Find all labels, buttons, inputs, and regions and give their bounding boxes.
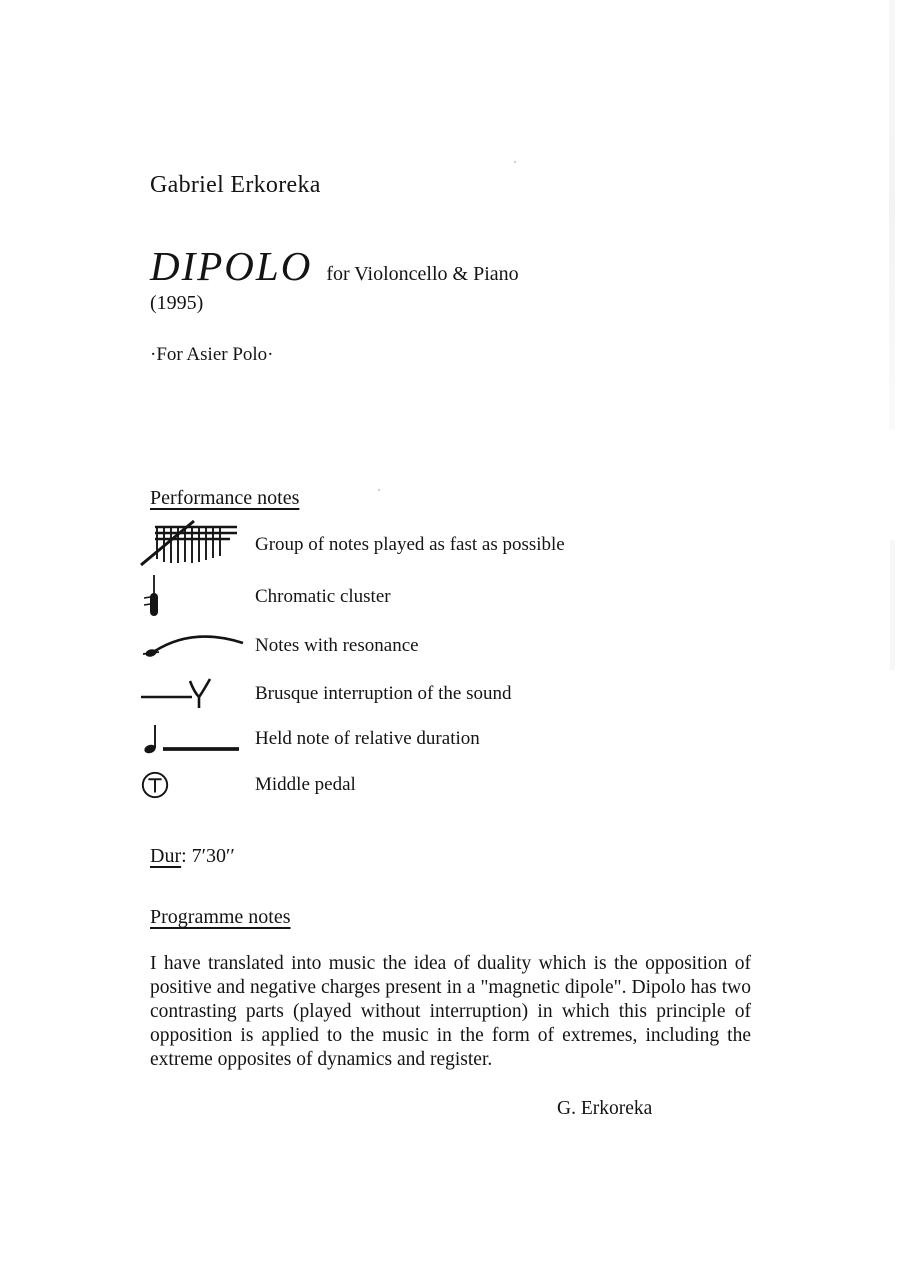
dedication: ·For Asier Polo·	[150, 344, 274, 365]
performance-note-row	[140, 516, 565, 574]
performance-notes-heading: Performance notes	[150, 487, 300, 509]
performance-note-label: Middle pedal	[255, 774, 356, 795]
chromatic-cluster-icon	[140, 573, 255, 621]
circled-t-pedal-icon	[140, 770, 255, 800]
duration-value: : 7′30′′	[181, 845, 235, 867]
work-title-line	[150, 243, 519, 289]
duration-line	[150, 845, 235, 868]
held-note-line-icon	[140, 719, 255, 759]
programme-notes-body: I have translated into music the idea of duality which is the opposition of positive and negative charges present in a "magnetic dipole". Dipolo has two contrasting parts (played without interruption) in which this principle of opposition is applied to the music in the form of extremes, including the extreme opposites of dynamics and register.	[150, 953, 751, 1070]
programme-notes-heading: Programme notes	[150, 906, 291, 928]
scan-speck	[378, 489, 380, 491]
performance-note-row	[140, 572, 391, 622]
performance-note-label: Held note of relative duration	[255, 728, 480, 749]
performance-note-row	[140, 766, 356, 804]
scan-speck	[514, 161, 516, 163]
performance-note-label: Group of notes played as fast as possible	[255, 534, 565, 555]
line-fork-interruption-icon	[140, 676, 255, 712]
performance-note-row	[140, 676, 511, 712]
composition-year: (1995)	[150, 292, 204, 314]
signature: G. Erkoreka	[557, 1098, 653, 1119]
performance-note-label: Brusque interruption of the sound	[255, 683, 512, 704]
duration-label: Dur	[150, 845, 182, 867]
performance-note-label: Chromatic cluster	[255, 586, 391, 607]
scan-edge-artifact	[889, 0, 895, 430]
scan-edge-artifact	[890, 540, 895, 670]
performance-note-row	[140, 718, 480, 760]
performance-note-label: Notes with resonance	[255, 635, 419, 656]
work-title: DIPOLO	[150, 243, 313, 289]
work-instrumentation: for Violoncello & Piano	[326, 263, 519, 285]
beamed-note-group-slash-icon	[140, 518, 255, 572]
performance-note-row	[140, 628, 419, 664]
composer-name: Gabriel Erkoreka	[150, 172, 321, 198]
note-resonance-curve-icon	[140, 629, 255, 663]
